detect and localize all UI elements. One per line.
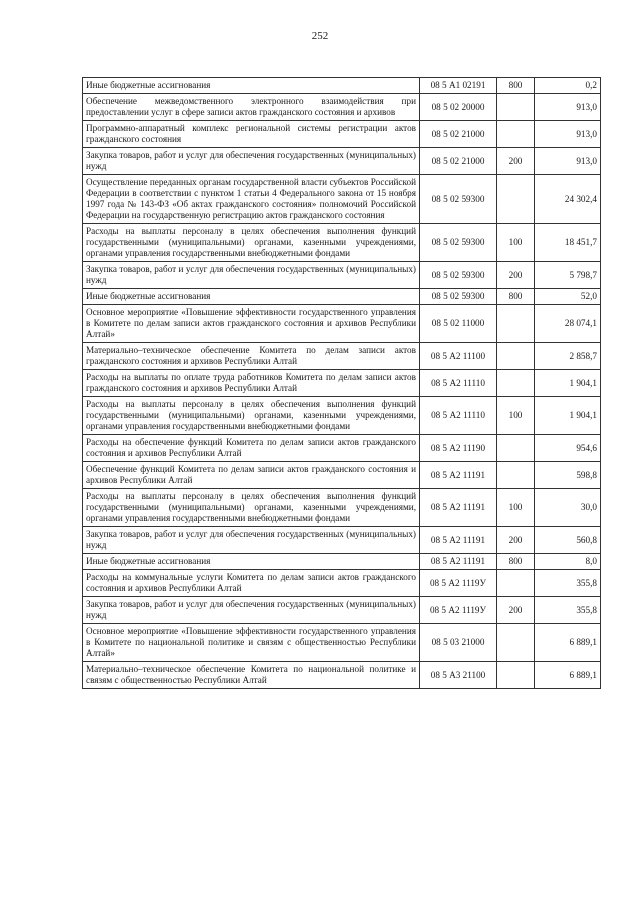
row-code: 08 5 02 59300	[420, 262, 497, 289]
row-expense-type	[497, 343, 535, 370]
row-code: 08 5 А2 1119У	[420, 570, 497, 597]
row-expense-type: 800	[497, 78, 535, 94]
row-name: Обеспечение межведомственного электронного взаимодействия при предоставлении услуг в сфере записи актов гражданского состояния и архивов	[83, 94, 420, 121]
row-sum: 355,8	[535, 597, 601, 624]
row-sum: 8,0	[535, 554, 601, 570]
row-name: Основное мероприятие «Повышение эффективности государственного управления в Комитете по национальной политике и связям с общественностью Республики Алтай»	[83, 624, 420, 662]
row-sum: 5 798,7	[535, 262, 601, 289]
row-name: Осуществление переданных органам государственной власти субъектов Российской Федерации в соответствии с пунктом 1 статьи 4 Федерального закона от 15 ноября 1997 года № 143-ФЗ «Об актах гражданского состояния» полномочий Российской Федерации на государственную регистрацию актов гражданского состояния	[83, 175, 420, 224]
row-name: Материально–техническое обеспечение Комитета по делам записи актов гражданского состояния и архивов Республики Алтай	[83, 343, 420, 370]
row-name: Программно-аппаратный комплекс региональной системы регистрации актов гражданского состояния	[83, 121, 420, 148]
row-name: Обеспечение функций Комитета по делам записи актов гражданского состояния и архивов Республики Алтай	[83, 462, 420, 489]
table-row	[83, 78, 601, 94]
row-code: 08 5 А2 11100	[420, 343, 497, 370]
row-name: Расходы на выплаты персоналу в целях обеспечения выполнения функций государственными (муниципальными) органами, казенными учреждениями, органами управления государственными внебюджетными фондами	[83, 224, 420, 262]
row-name: Расходы на выплаты персоналу в целях обеспечения выполнения функций государственными (муниципальными) органами, казенными учреждениями, органами управления государственными внебюджетными фондами	[83, 397, 420, 435]
row-expense-type	[497, 370, 535, 397]
row-expense-type	[497, 662, 535, 689]
row-expense-type: 200	[497, 262, 535, 289]
row-expense-type: 200	[497, 527, 535, 554]
row-sum: 954,6	[535, 435, 601, 462]
row-expense-type	[497, 624, 535, 662]
row-code: 08 5 02 21000	[420, 121, 497, 148]
row-code: 08 5 03 21000	[420, 624, 497, 662]
row-expense-type	[497, 462, 535, 489]
table-row	[83, 662, 601, 689]
table-row	[83, 554, 601, 570]
table-row	[83, 527, 601, 554]
row-name: Материально–техническое обеспечение Комитета по национальной политике и связям с общественностью Республики Алтай	[83, 662, 420, 689]
row-name: Иные бюджетные ассигнования	[83, 289, 420, 305]
row-sum: 913,0	[535, 148, 601, 175]
row-code: 08 5 А2 11110	[420, 397, 497, 435]
row-expense-type: 800	[497, 554, 535, 570]
row-code: 08 5 02 21000	[420, 148, 497, 175]
table-row	[83, 624, 601, 662]
row-sum: 2 858,7	[535, 343, 601, 370]
row-code: 08 5 А2 11110	[420, 370, 497, 397]
row-sum: 913,0	[535, 94, 601, 121]
row-code: 08 5 А2 11191	[420, 462, 497, 489]
row-sum: 6 889,1	[535, 624, 601, 662]
row-name: Расходы на выплаты по оплате труда работников Комитета по делам записи актов гражданского состояния и архивов Республики Алтай	[83, 370, 420, 397]
table-row	[83, 435, 601, 462]
row-code: 08 5 А2 1119У	[420, 597, 497, 624]
table-row	[83, 462, 601, 489]
table-row	[83, 370, 601, 397]
row-expense-type: 200	[497, 148, 535, 175]
row-name: Расходы на обеспечение функций Комитета по делам записи актов гражданского состояния и архивов Республики Алтай	[83, 435, 420, 462]
table-row	[83, 94, 601, 121]
row-sum: 28 074,1	[535, 305, 601, 343]
row-sum: 913,0	[535, 121, 601, 148]
row-name: Основное мероприятие «Повышение эффективности государственного управления в Комитете по делам записи актов гражданского состояния и архивов Республики Алтай»	[83, 305, 420, 343]
row-expense-type	[497, 175, 535, 224]
row-name: Закупка товаров, работ и услуг для обеспечения государственных (муниципальных) нужд	[83, 527, 420, 554]
row-name: Иные бюджетные ассигнования	[83, 554, 420, 570]
table-row	[83, 305, 601, 343]
row-name: Закупка товаров, работ и услуг для обеспечения государственных (муниципальных) нужд	[83, 148, 420, 175]
table-row	[83, 224, 601, 262]
table-row	[83, 175, 601, 224]
page-number: 252	[311, 30, 329, 42]
row-name: Иные бюджетные ассигнования	[83, 78, 420, 94]
row-sum: 18 451,7	[535, 224, 601, 262]
row-code: 08 5 А2 11191	[420, 527, 497, 554]
table-row	[83, 489, 601, 527]
row-expense-type: 800	[497, 289, 535, 305]
row-expense-type: 100	[497, 489, 535, 527]
row-expense-type: 100	[497, 397, 535, 435]
row-code: 08 5 А3 21100	[420, 662, 497, 689]
row-name: Расходы на выплаты персоналу в целях обеспечения выполнения функций государственными (муниципальными) органами, казенными учреждениями, органами управления государственными внебюджетными фондами	[83, 489, 420, 527]
row-sum: 6 889,1	[535, 662, 601, 689]
row-expense-type: 200	[497, 597, 535, 624]
row-sum: 560,8	[535, 527, 601, 554]
row-expense-type: 100	[497, 224, 535, 262]
row-sum: 52,0	[535, 289, 601, 305]
table-row	[83, 570, 601, 597]
table-row	[83, 397, 601, 435]
row-sum: 0,2	[535, 78, 601, 94]
row-sum: 1 904,1	[535, 397, 601, 435]
row-sum: 1 904,1	[535, 370, 601, 397]
row-code: 08 5 02 59300	[420, 289, 497, 305]
table-row	[83, 597, 601, 624]
row-name: Расходы на коммунальные услуги Комитета по делам записи актов гражданского состояния и архивов Республики Алтай	[83, 570, 420, 597]
row-code: 08 5 А1 02191	[420, 78, 497, 94]
table-row	[83, 289, 601, 305]
row-code: 08 5 А2 11191	[420, 489, 497, 527]
table-row	[83, 343, 601, 370]
row-code: 08 5 02 59300	[420, 175, 497, 224]
table-row	[83, 148, 601, 175]
row-code: 08 5 А2 11191	[420, 554, 497, 570]
row-code: 08 5 02 11000	[420, 305, 497, 343]
table-row	[83, 121, 601, 148]
row-sum: 24 302,4	[535, 175, 601, 224]
budget-table	[82, 77, 601, 689]
row-sum: 598,8	[535, 462, 601, 489]
row-sum: 355,8	[535, 570, 601, 597]
row-name: Закупка товаров, работ и услуг для обеспечения государственных (муниципальных) нужд	[83, 262, 420, 289]
row-expense-type	[497, 94, 535, 121]
row-expense-type	[497, 121, 535, 148]
budget-table-body	[83, 78, 601, 689]
row-code: 08 5 02 20000	[420, 94, 497, 121]
row-code: 08 5 А2 11190	[420, 435, 497, 462]
row-expense-type	[497, 435, 535, 462]
row-name: Закупка товаров, работ и услуг для обеспечения государственных (муниципальных) нужд	[83, 597, 420, 624]
row-expense-type	[497, 305, 535, 343]
row-expense-type	[497, 570, 535, 597]
row-code: 08 5 02 59300	[420, 224, 497, 262]
row-sum: 30,0	[535, 489, 601, 527]
table-row	[83, 262, 601, 289]
